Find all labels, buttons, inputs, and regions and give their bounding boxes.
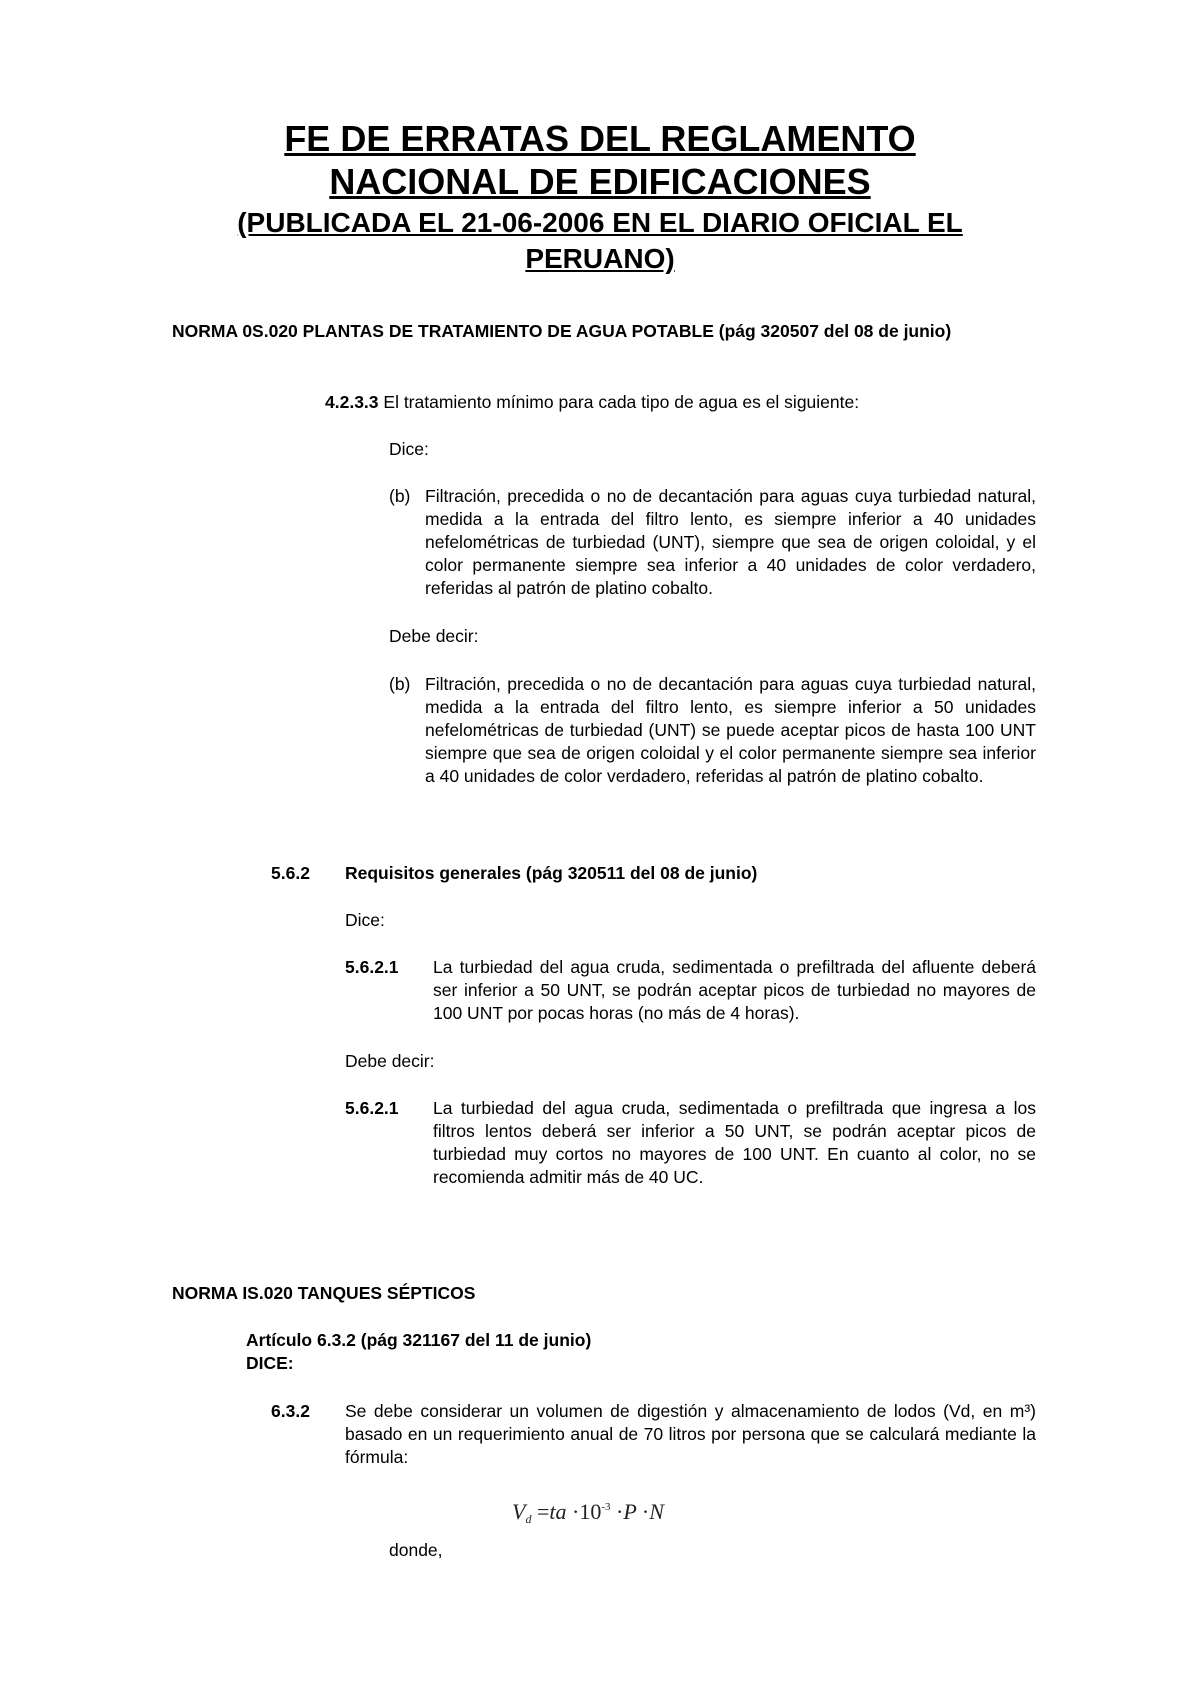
debe-decir-label: Debe decir: [389,626,479,646]
item-number: 5.6.2.1 [345,1098,399,1118]
title-block [160,117,1040,277]
item-number: 5.6.2.1 [345,957,399,977]
dice-label: Dice: [389,439,429,459]
list-item-text: Filtración, precedida o no de decantación para aguas cuya turbiedad natural, medida a la entrada del filtro lento, es siempre inferior a 40 unidades nefelométricas de turbiedad (UNT), siempre que sea de origen coloidal, y el color permanente siempre sea inferior a 40 unidades de color verdadero, referidas al patrón de platino cobalto. [425,486,1036,598]
clause-4-2-3-3 [325,391,1036,414]
section-number-5-6-2: 5.6.2 [271,863,310,883]
section-heading-os020: NORMA 0S.020 PLANTAS DE TRATAMIENTO DE AGUA POTABLE (pág 320507 del 08 de junio) [172,321,952,341]
document-title-line-2: NACIONAL DE EDIFICACIONES [329,161,871,202]
item-text: Se debe considerar un volumen de digestión y almacenamiento de lodos (Vd, en m³) basado en un requerimiento anual de 70 litros por persona que se calculará mediante la fórmula: [345,1401,1036,1467]
document-title-line-1: FE DE ERRATAS DEL REGLAMENTO [284,118,916,159]
dice-label: DICE: [246,1353,294,1373]
section-heading-is020: NORMA IS.020 TANQUES SÉPTICOS [172,1283,476,1303]
volume-formula [512,1494,664,1532]
formula-dot: · [641,1499,650,1524]
formula-exponent: -3 [601,1501,611,1513]
item-number: 6.3.2 [271,1401,310,1421]
donde-label: donde, [389,1540,443,1560]
formula-dot: · [616,1499,624,1524]
item-text: La turbiedad del agua cruda, sedimentada o prefiltrada del afluente deberá ser inferior a 50 UNT, se podrán aceptar picos de turbiedad no mayores de 100 UNT por pocas horas (no más de 4 horas). [433,957,1036,1023]
document-subtitle: (PUBLICADA EL 21-06-2006 EN EL DIARIO OFICIAL EL PERUANO) [237,207,963,274]
formula-lhs-sub: d [525,1512,532,1526]
formula-term-p: P [623,1499,637,1524]
formula-term-ta: ta [549,1499,567,1524]
formula-dot: · [572,1499,580,1524]
formula-equals: = [536,1499,550,1524]
list-marker: (b) [389,674,411,694]
formula-term-n: N [649,1499,664,1524]
list-marker: (b) [389,486,411,506]
clause-text: El tratamiento mínimo para cada tipo de agua es el siguiente: [378,392,860,412]
clause-number: 4.2.3.3 [325,392,379,412]
debe-decir-label: Debe decir: [345,1051,435,1071]
section-heading-requisitos: Requisitos generales (pág 320511 del 08 de junio) [345,863,758,883]
list-item-text: Filtración, precedida o no de decantación para aguas cuya turbiedad natural, medida a la entrada del filtro lento, es siempre inferior a 50 unidades nefelométricas de turbiedad (UNT) se puede aceptar picos de hasta 100 UNT siempre que sea de origen coloidal y el color permanente siempre sea inferior a 40 unidades de color verdadero, referidas al patrón de platino cobalto. [425,674,1036,786]
formula-lhs: V [512,1499,526,1524]
formula-base: 10 [579,1499,602,1524]
article-reference: Artículo 6.3.2 (pág 321167 del 11 de junio) [246,1330,592,1350]
dice-label: Dice: [345,910,385,930]
item-text: La turbiedad del agua cruda, sedimentada o prefiltrada que ingresa a los filtros lentos deberá ser inferior a 50 UNT, se podrán aceptar picos de turbiedad muy cortos no mayores de 100 UNT. En cuanto al color, no se recomienda admitir más de 40 UC. [433,1098,1036,1187]
